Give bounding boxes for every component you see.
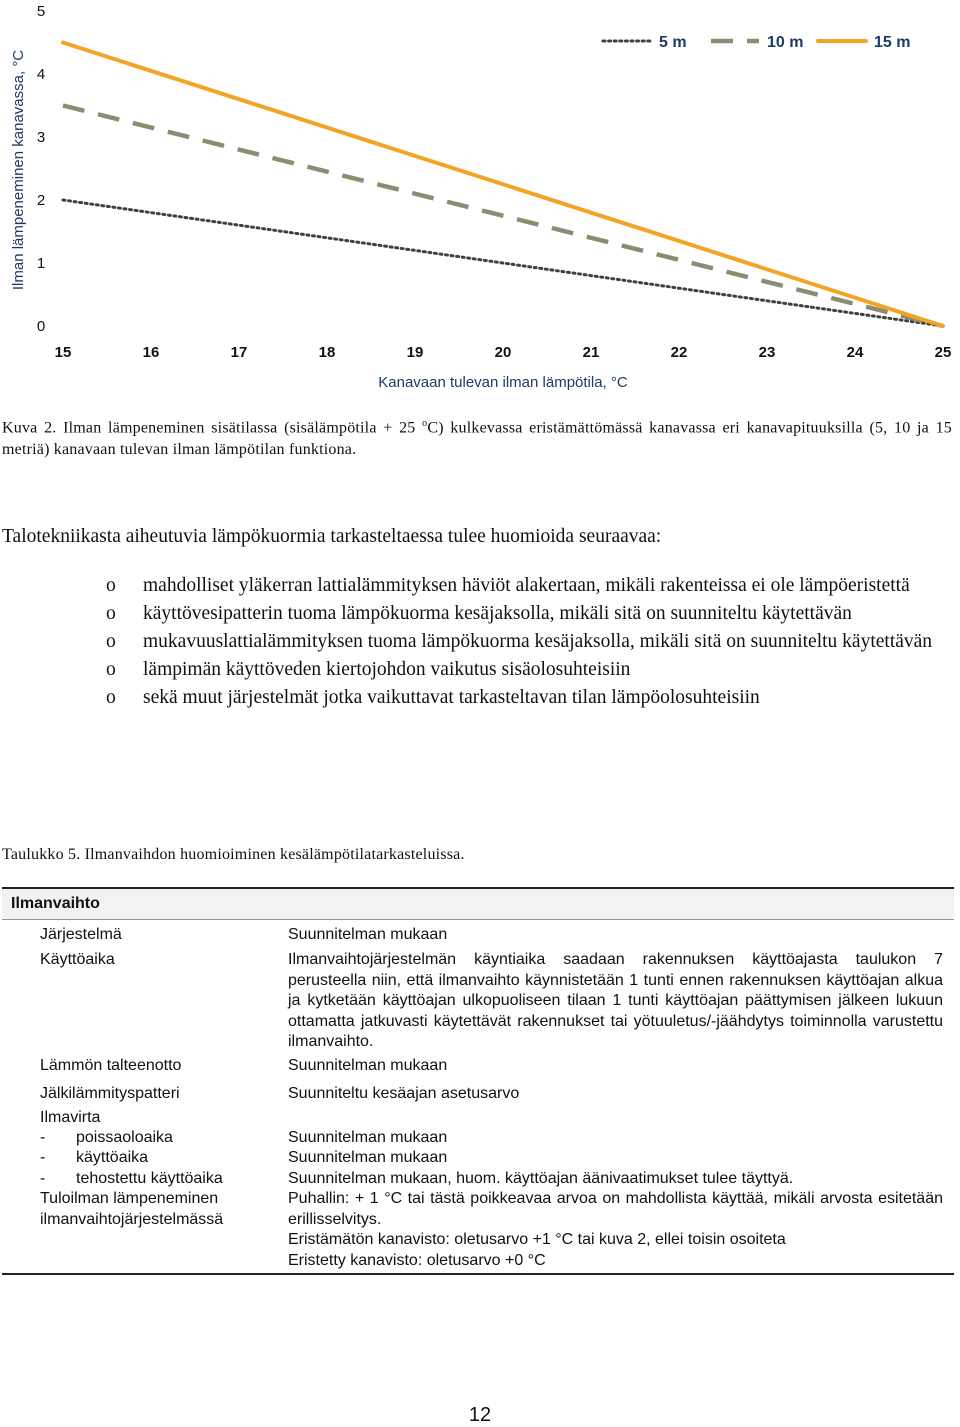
x-tick-label: 19 <box>406 344 424 361</box>
duct-heating-chart <box>0 0 960 400</box>
bullet-marker: o <box>106 659 116 680</box>
table-header-label: Ilmanvaihto <box>11 895 100 912</box>
x-tick-label: 23 <box>758 344 776 361</box>
label-poissaoloaika: - poissaoloaika <box>40 1129 173 1146</box>
series-lines <box>63 43 943 327</box>
x-tick-label: 21 <box>582 344 600 361</box>
y-tick-label: 5 <box>36 3 46 20</box>
x-tick-label: 25 <box>934 344 952 361</box>
series-line <box>63 43 943 327</box>
bullet-marker: o <box>106 631 116 652</box>
label-tehostettu: - tehostettu käyttöaika <box>40 1170 223 1187</box>
value-tuloilma <box>288 1189 943 1271</box>
table-header <box>2 889 954 920</box>
x-tick-label: 18 <box>318 344 336 361</box>
x-tick-label: 17 <box>230 344 248 361</box>
ventilation-table <box>2 887 954 1275</box>
tuloilma-uninsulated: Eristämätön kanavisto: oletusarvo +1 °C tai kuva 2, ellei toisin osoiteta <box>288 1231 786 1248</box>
x-tick-label: 15 <box>54 344 72 361</box>
label-lto: Lämmön talteenotto <box>40 1057 182 1074</box>
bullet-marker: o <box>106 603 116 624</box>
chart-legend <box>603 34 910 51</box>
label-ilmavirta: Ilmavirta <box>40 1109 101 1126</box>
value-poissaoloaika: Suunnitelman mukaan <box>288 1129 448 1146</box>
y-tick-label: 1 <box>36 255 46 272</box>
y-tick-label: 2 <box>36 192 46 209</box>
value-kayttoaika: Ilmanvaihtojärjestelmän käyntiaika saadaan rakennuksen käyttöajasta taulukon 7 perusteella niin, että ilmanvaihto käynnistetään 1 tunti ennen rakennuksen käyttöajan alkua ja kytketään käyttöajan ulkopuoliseen tilaan 1 tunti käyttöajan päättymisen jälkeen lukuun ottamatta jatkuvasti käytettävät rakennukset tai yötuuletus/-jäähdytys toiminnolla varustettu ilmanvaihto. <box>288 951 943 1050</box>
list-item: o mukavuuslattialämmityksen tuoma lämpökuorma kesäjaksolla, mikäli sitä on suunniteltu käytettävän <box>0 628 955 655</box>
list-item: o sekä muut järjestelmät jotka vaikuttavat tarkasteltavan tilan lämpöolosuhteisiin <box>0 684 955 711</box>
tuloilma-fan: Puhallin: + 1 °C tai tästä poikkeavaa arvoa on mahdollista käyttää, mikäli arvosta esitetään erillisselvitys. <box>288 1190 943 1228</box>
series-line <box>63 106 943 327</box>
x-tick-label: 16 <box>142 344 160 361</box>
value-tehostettu: Suunnitelman mukaan, huom. käyttöajan äänivaatimukset tulee täyttyä. <box>288 1170 794 1187</box>
label-kayttoaika: Käyttöaika <box>40 951 115 968</box>
value-jarjestelma: Suunnitelman mukaan <box>288 926 448 943</box>
list-item: o mahdolliset yläkerran lattialämmityksen häviöt alakertaan, mikäli rakenteissa ei ole lämpöeristettä <box>0 572 955 599</box>
y-tick-label: 0 <box>36 318 46 335</box>
tuloilma-insulated: Eristetty kanavisto: oletusarvo +0 °C <box>288 1251 546 1269</box>
list-item: o lämpimän käyttöveden kiertojohdon vaikutus sisäolosuhteisiin <box>0 656 955 683</box>
legend-label: 15 m <box>874 34 911 51</box>
y-tick-label: 4 <box>36 66 46 83</box>
bullet-marker: o <box>106 687 116 708</box>
series-line <box>63 200 943 326</box>
list-item: o käyttövesipatterin tuoma lämpökuorma kesäjaksolla, mikäli sitä on suunniteltu käytettävän <box>0 600 955 627</box>
value-jalkilammitys: Suunniteltu kesäajan asetusarvo <box>288 1085 520 1102</box>
x-tick-label: 24 <box>846 344 864 361</box>
value-lto: Suunnitelman mukaan <box>288 1057 448 1074</box>
label-jarjestelma: Järjestelmä <box>40 926 122 943</box>
label-jalkilammitys: Jälkilämmityspatteri <box>40 1085 180 1102</box>
y-axis-label: Ilman lämpeneminen kanavassa, °C <box>10 49 27 291</box>
value-kayttoaika-flow: Suunnitelman mukaan <box>288 1149 448 1166</box>
figure-caption: Kuva 2. Ilman lämpeneminen sisätilassa (sisälämpötila + 25 $^o$C) kulkevassa eristämättömässä kanavassa eri kanavapituuksilla (5, 10 ja 15 metriä) kanavaan tulevan ilman lämpötilan funktiona. <box>2 418 952 459</box>
x-tick-label: 22 <box>670 344 688 361</box>
x-axis-label: Kanavaan tulevan ilman lämpötila, °C <box>378 374 628 391</box>
intro-paragraph: Talotekniikasta aiheutuvia lämpökuormia tarkasteltaessa tulee huomioida seuraavaa: <box>2 526 662 547</box>
page-number: 12 <box>468 1404 492 1426</box>
x-tick-label: 20 <box>494 344 512 361</box>
legend-label: 10 m <box>767 34 804 51</box>
table-caption: Taulukko 5. Ilmanvaihdon huomioiminen kesälämpötilatarkasteluissa. <box>2 846 465 863</box>
label-kayttoaika-flow: - käyttöaika <box>40 1149 149 1166</box>
x-axis-ticks <box>55 344 952 361</box>
legend-label: 5 m <box>659 34 687 51</box>
y-tick-label: 3 <box>36 129 46 146</box>
label-tuloilma: Tuloilman lämpeneminen ilmanvaihtojärjestelmässä <box>40 1190 224 1228</box>
heat-load-list <box>0 572 955 712</box>
y-axis-ticks <box>37 3 45 335</box>
bullet-marker: o <box>106 575 116 596</box>
